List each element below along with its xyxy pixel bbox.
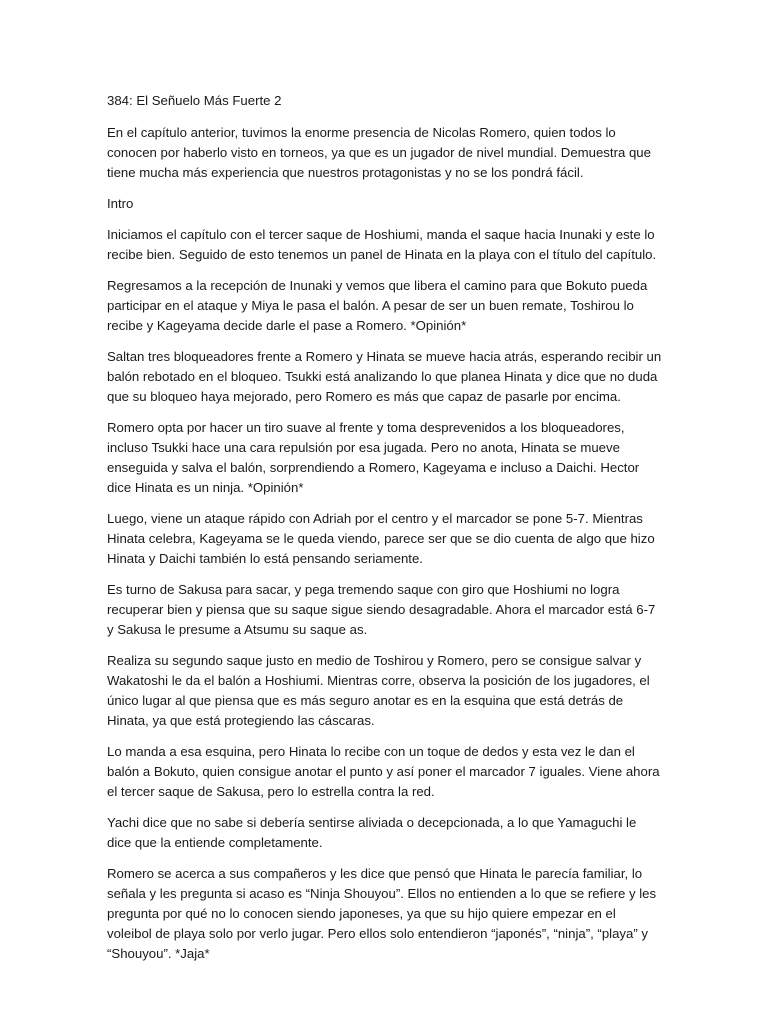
paragraph: Romero se acerca a sus compañeros y les dice que pensó que Hinata le parecía familiar, lo señala y les pregunta si acaso es “Ninja Shouyou”. Ellos no entienden a lo que se refiere y les pregunta por qué no lo conocen siendo japoneses, ya que su hijo quiere empezar en el voleibol de playa solo por verlo jugar. Pero ellos solo entendieron “japonés”, “ninja”, “playa” y “Shouyou”. *Jaja* bbox=[107, 866, 657, 961]
section-heading-intro: Intro bbox=[107, 196, 134, 211]
paragraph: Realiza su segundo saque justo en medio de Toshirou y Romero, pero se consigue salvar y Wakatoshi le da el balón a Hoshiumi. Mientras corre, observa la posición de los jugadores, el único lugar al que piensa que es más seguro anotar es en la esquina que está detrás de Hinata, ya que está protegiendo las cáscaras. bbox=[107, 653, 650, 728]
document-title: 384: El Señuelo Más Fuerte 2 bbox=[107, 93, 282, 108]
paragraph-intro-summary: En el capítulo anterior, tuvimos la enorme presencia de Nicolas Romero, quien todos lo conocen por haberlo visto en torneos, ya que es un jugador de nivel mundial. Demuestra que tiene mucha más experiencia que nuestros protagonistas y no se los pondrá fácil. bbox=[107, 125, 651, 180]
document-body bbox=[107, 91, 663, 975]
paragraph: Luego, viene un ataque rápido con Adriah por el centro y el marcador se pone 5-7. Mientras Hinata celebra, Kageyama se le queda viendo, parece ser que se dio cuenta de algo que hizo Hinata y Daichi también lo está pensando seriamente. bbox=[107, 511, 655, 566]
paragraph: Saltan tres bloqueadores frente a Romero y Hinata se mueve hacia atrás, esperando recibir un balón rebotado en el bloqueo. Tsukki está analizando lo que planea Hinata y dice que no duda que su bloqueo haya mejorado, pero Romero es más que capaz de pasarle por encima. bbox=[107, 349, 662, 404]
paragraph: Romero opta por hacer un tiro suave al frente y toma desprevenidos a los bloqueadores, incluso Tsukki hace una cara repulsión por esa jugada. Pero no anota, Hinata se mueve enseguida y salva el balón, sorprendiendo a Romero, Kageyama e incluso a Daichi. Hector dice Hinata es un ninja. *Opinión* bbox=[107, 420, 640, 495]
paragraph: Iniciamos el capítulo con el tercer saque de Hoshiumi, manda el saque hacia Inunaki y este lo recibe bien. Seguido de esto tenemos un panel de Hinata en la playa con el título del capítulo. bbox=[107, 227, 657, 262]
paragraph: Lo manda a esa esquina, pero Hinata lo recibe con un toque de dedos y esta vez le dan el balón a Bokuto, quien consigue anotar el punto y así poner el marcador 7 iguales. Viene ahora el tercer saque de Sakusa, pero lo estrella contra la red. bbox=[107, 744, 660, 799]
paragraph: Es turno de Sakusa para sacar, y pega tremendo saque con giro que Hoshiumi no logra recuperar bien y piensa que su saque sigue siendo desagradable. Ahora el marcador está 6-7 y Sakusa le presume a Atsumu su saque as. bbox=[107, 582, 656, 637]
paragraph: Regresamos a la recepción de Inunaki y vemos que libera el camino para que Bokuto pueda participar en el ataque y Miya le pasa el balón. A pesar de ser un buen remate, Toshirou lo recibe y Kageyama decide darle el pase a Romero. *Opinión* bbox=[107, 278, 648, 333]
paragraph: Yachi dice que no sabe si debería sentirse aliviada o decepcionada, a lo que Yamaguchi le dice que la entiende completamente. bbox=[107, 815, 637, 850]
